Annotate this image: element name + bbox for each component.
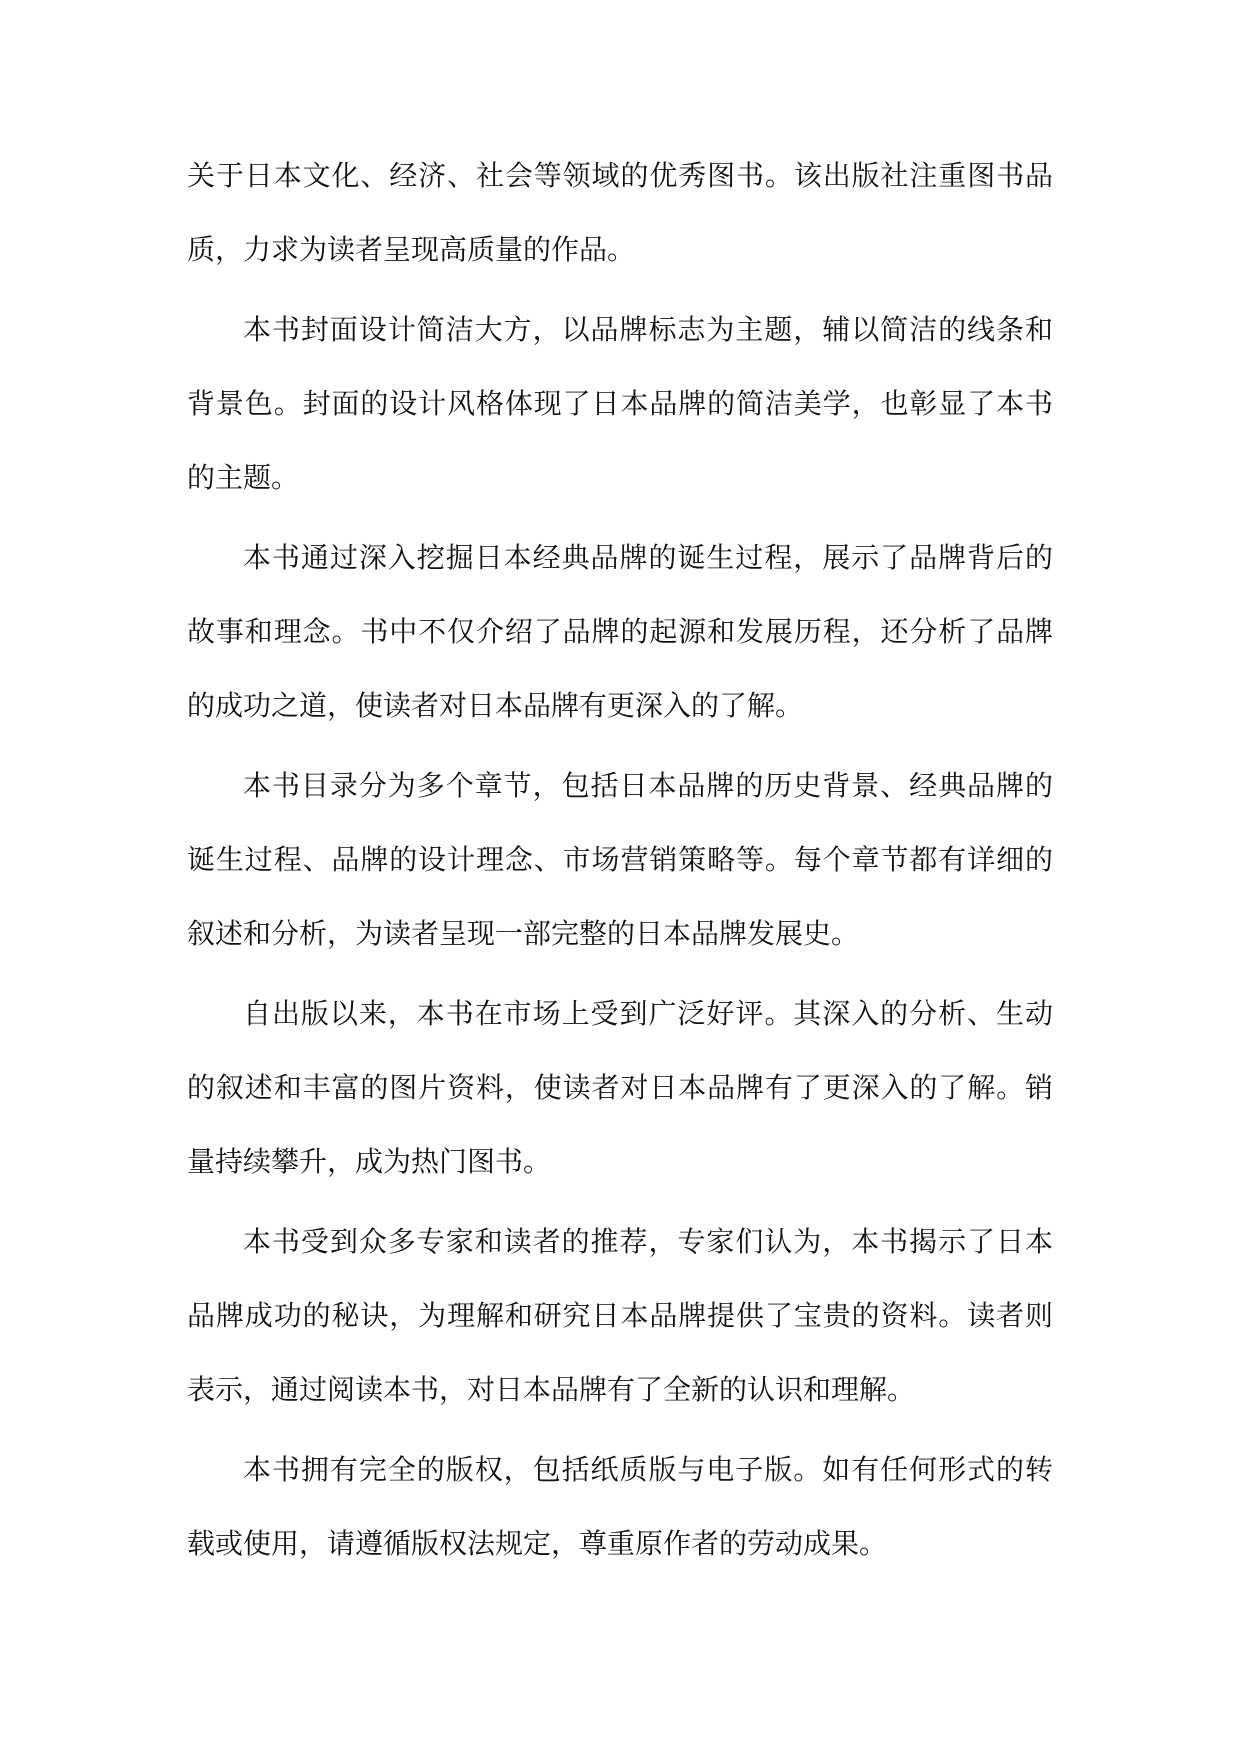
paragraph-market-reception: 自出版以来，本书在市场上受到广泛好评。其深入的分析、生动的叙述和丰富的图片资料，使读者对日本品牌有了更深入的了解。销量持续攀升，成为热门图书。 <box>187 997 1053 1178</box>
paragraph-cover-design: 本书封面设计简洁大方，以品牌标志为主题，辅以简洁的线条和背景色。封面的设计风格体现了日本品牌的简洁美学，也彰显了本书的主题。 <box>187 313 1053 494</box>
paragraph-recommendations: 本书受到众多专家和读者的推荐，专家们认为，本书揭示了日本品牌成功的秘诀，为理解和研究日本品牌提供了宝贵的资料。读者则表示，通过阅读本书，对日本品牌有了全新的认识和理解。 <box>187 1225 1053 1406</box>
document-body <box>187 139 1053 1587</box>
paragraph-table-of-contents: 本书目录分为多个章节，包括日本品牌的历史背景、经典品牌的诞生过程、品牌的设计理念、市场营销策略等。每个章节都有详细的叙述和分析，为读者呈现一部完整的日本品牌发展史。 <box>187 769 1053 950</box>
paragraph-publisher-continued: 关于日本文化、经济、社会等领域的优秀图书。该出版社注重图书品质，力求为读者呈现高质量的作品。 <box>187 159 1053 266</box>
paragraph-copyright: 本书拥有完全的版权，包括纸质版与电子版。如有任何形式的转载或使用，请遵循版权法规定，尊重原作者的劳动成果。 <box>187 1453 1053 1560</box>
paragraph-content-overview: 本书通过深入挖掘日本经典品牌的诞生过程，展示了品牌背后的故事和理念。书中不仅介绍了品牌的起源和发展历程，还分析了品牌的成功之道，使读者对日本品牌有更深入的了解。 <box>187 541 1053 722</box>
